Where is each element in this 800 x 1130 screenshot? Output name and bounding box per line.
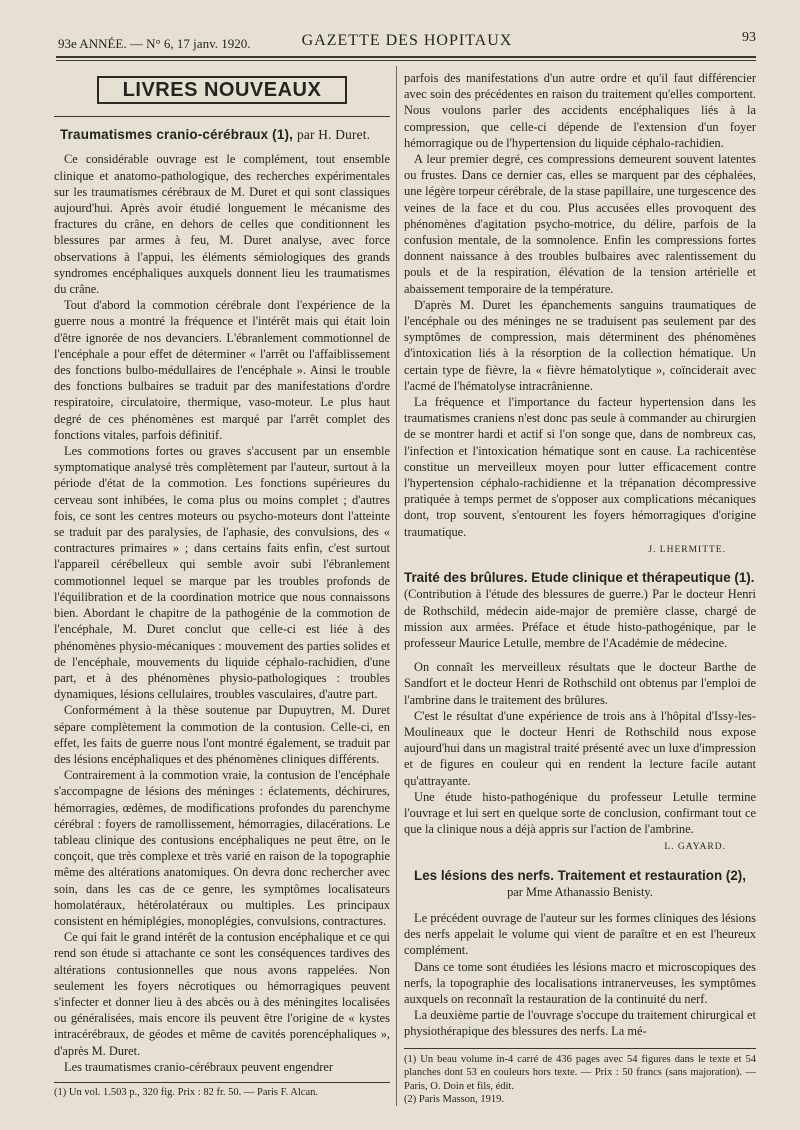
page-header (58, 30, 756, 54)
section-title-box (97, 76, 347, 104)
paragraph: Les traumatismes cranio-cérébraux peuvent engendrer (64, 1059, 334, 1074)
paragraph: parfois des manifestations d'un autre ordre et qu'il faut différencier avec soin des précédentes en raison du traitement qu'elles comportent. Nous voulons parler des accidents encéphaliques liés à la compression, que celle-ci dépende de l'extension d'un foyer hémorragique ou de l'hypertension du liquide céphalo-rachidien. (404, 71, 756, 150)
review3-author: par Mme Athanassio Benisty. (507, 884, 653, 899)
review3-title: Les lésions des nerfs. Traitement et restauration (2), (414, 867, 746, 883)
paragraph: On connaît les merveilleux résultats que le docteur Barthe de Sandfort et le docteur Henri de Rothschild ont obtenus par l'emploi de l'ambrine dans le traitement des brûlures. (404, 660, 756, 707)
review1-author: par H. Duret. (296, 127, 371, 143)
section-rule (54, 116, 390, 117)
journal-title: GAZETTE DES HOPITAUX (301, 32, 513, 49)
section-title: LIVRES NOUVEAUX (122, 79, 322, 101)
review2-subtitle: (Contribution à l'étude des blessures de guerre.) Par le docteur Henri de Rothschild, médecin aide-major de première classe, chargé de mission aux armées. Préface et étude histo-pathogénique, par le professeur Maurice Letulle, membre de l'Académie de médecine. (404, 587, 756, 650)
paragraph: Conformément à la thèse soutenue par Dupuytren, M. Duret sépare complètement la commotion de la contusion. Celle-ci, en effet, les faits de guerre nous l'ont montré également, se traduit par des lésions encéphaliques et des phénomènes cliniques différents. (54, 703, 390, 766)
signature: L. GAYARD. (664, 842, 726, 853)
paragraph: D'après M. Duret les épanchements sanguins traumatiques de l'encéphale ou des méninges ne se traduisent pas seulement par des symptômes de compression, mais déterminent des phénomènes d'intoxication liés à la résorption de la collection hématique. Un certain type de fièvre, la « fièvre hématolytique », coïnciderait avec l'acmé de l'hématolyse intracrânienne. (404, 297, 756, 393)
issue-line: 93e ANNÉE. — N° 6, 17 janv. 1920. (58, 36, 251, 51)
paragraph: Une étude histo-pathogénique du professeur Letulle termine l'ouvrage et lui sert en quelque sorte de conclusion, confirmant tout ce que la clinique nous a déjà appris sur l'action de l'ambrine. (404, 789, 756, 837)
footnote-left: (1) Un vol. 1.503 p., 320 fig. Prix : 82 fr. 50. — Paris F. Alcan. (54, 1082, 390, 1098)
footnote-rule (404, 1048, 756, 1049)
paragraph: Les commotions fortes ou graves s'accusent par un ensemble symptomatique analysé très complètement par l'auteur, surtout à la période d'état de la commotion. Les fonctions supérieures du cerveau sont inhibées, le coma plus ou moins complet ; d'autres fois, ce sont les centres moteurs ou psycho-moteurs dont l'atteinte se traduit par des paralysies, de l'aphasie, des convulsions, des « contractures primaires » ; dans certains faits enfin, c'est surtout l'appareil cérébelleux qui semble avoir subi l'ébranlement commotionnel lequel se marque par les troubles profonds de l'équilibration et de la coordination motrice que nous connaissons bien. Abordant le chapitre de la pathogénie de la commotion de l'encéphale, M. Duret conclut que celle-ci est liée à des phénomènes physio-mécaniques : mouvement des parties solides et de l'encéphale, mouvements du liquide céphalo-rachidien, d'une part, et à des phénomènes physio-pathologiques : troubles dynamiques, lésions cellulaires, troubles vasculaires, d'autre part. (54, 444, 390, 702)
page-number: 93 (742, 30, 756, 45)
paragraph: Dans ce tome sont étudiées les lésions macro et microscopiques des nerfs, la topographie des localisations intranerveuses, les symptômes auxquels on reconnaît la restauration de la continuité du nerf. (404, 959, 756, 1006)
paragraph: C'est le résultat d'une expérience de trois ans à l'hôpital d'Issy-les-Moulineaux que le docteur Henri de Rothschild nous expose aujourd'hui dans un magistral traité présenté avec un luxe d'impression et de figures en couleur qui en rendent la lecture facile autant qu'attrayante. (404, 708, 756, 788)
left-column (54, 70, 390, 1075)
footnote: (2) Paris Masson, 1919. (404, 1094, 505, 1106)
paragraph: Tout d'abord la commotion cérébrale dont l'expérience de la guerre nous a montré la fréquence et l'intérêt mais qui était loin d'être ignorée de nos devanciers. L'ébranlement commotionnel de l'encéphale a pour effet de déterminer « l'arrêt ou l'affaiblissement des fonctions bulbo-médullaires de l'encéphale ». Ainsi le trouble des fonctions bulbaires se traduit par des manifestations d'ordre respiratoire, circulatoire, thermique, vaso-moteur. Le plus haut degré de ces phénomènes est marqué par l'arrêt complet des fonctions vitales, parfois définitif. (54, 298, 390, 442)
footnote: (1) Un beau volume in-4 carré de 436 pages avec 54 figures dans le texte et 54 planches dont 53 en couleurs hors texte. — Prix : 50 francs (sans majoration). — Paris, O. Doin et fils, édit. (404, 1053, 756, 1092)
right-column (404, 70, 756, 1107)
paragraph: Ce qui fait le grand intérêt de la contusion encéphalique et ce qui rend son étude si attachante ce sont les conséquences tardives des altérations contusionnelles que nous avons rappelées. Non seulement les foyers nécrotiques ou hémorragiques peuvent s'infecter et donner lieu à des abcès ou à des méningites localisées ou généralisées, mais encore ils peuvent être l'origine de « kystes intracérébraux, de géodes et même de cavités porencéphaliques », d'après M. Duret. (54, 930, 390, 1058)
paragraph: La fréquence et l'importance du facteur hypertension dans les traumatismes craniens n'est donc pas seule à commander au chirurgien de se montrer hardi et actif si l'on songe que, dans de nombreux cas, l'infection et l'intoxication hématique sont en cause. La rachicentèse constitue un merveilleux moyen pour lutter efficacement contre l'hypertension céphalo-rachidienne et la trépanation décompressive pratiquée à temps permet de s'opposer aux complications mécaniques dont, trop souvent, s'entourent les foyers hémorragiques d'origine traumatique. (404, 395, 756, 539)
paragraph: A leur premier degré, ces compressions demeurent souvent latentes ou frustes. Dans ce dernier cas, elles se marquent par des céphalées, une légère torpeur cérébrale, de la stase papillaire, une turgescence des veines de la face et du cou. Plus accusées elles provoquent des phénomènes d'agitation psycho-motrice, du délire, parfois de la confusion mentale, de la somnolence. Enfin les compressions fortes donnent naissance à des troubles bulbaires avec ralentissement du pouls et de la respiration, élévation de la tension artérielle et abaissement temporaire de la température. (404, 152, 756, 296)
signature: J. LHERMITTE. (648, 544, 726, 555)
column-divider (396, 66, 397, 1106)
paragraph: La deuxième partie de l'ouvrage s'occupe du traitement chirurgical et physiothérapique des blessures des nerfs. La mé- (404, 1008, 756, 1039)
header-rule (56, 56, 756, 61)
paragraph: Ce considérable ouvrage est le complément, tout ensemble clinique et anatomo-pathologique, des recherches expérimentales sur les traumatismes cérébraux de M. Duret et qui sont classiques aujourd'hui. Après avoir étudié longuement le mécanisme des fractures du crâne, en dehors de celles que conditionnent les blessures par armes à feu, M. Duret analyse, avec force observations à l'appui, les éléments sémiologiques des grands syndromes encéphaliques auxquels donnent lieu les traumatismes du crâne. (54, 152, 390, 297)
paragraph: Contrairement à la commotion vraie, la contusion de l'encéphale s'accompagne de lésions des méninges : éclatements, déchirures, hémorragies, œdèmes, de modifications profondes du parenchyme cérébral : foyers de ramollissement, hémorragies, dilacérations. Le tableau clinique des contusions encéphaliques ne peut être, on le conçoit, que très complexe et très varié en raison de la topographie même des altérations anatomiques. On devra donc rechercher avec soin, dans les cas de ce genre, les symptômes localisateurs homolatéraux, hétérolatéraux ou multiples. Les principaux consistent en hémiplégies, monoplégies, convulsions, contractures. (54, 768, 390, 928)
review1-heading (60, 127, 390, 143)
paragraph: Le précédent ouvrage de l'auteur sur les formes cliniques des lésions des nerfs appelait le volume qui vient de paraître et en est l'heureux complément. (404, 910, 756, 958)
review2-title: Traité des brûlures. Etude clinique et thérapeutique (1). (404, 570, 755, 586)
review1-title: Traumatismes cranio-cérébraux (1), (60, 127, 294, 143)
